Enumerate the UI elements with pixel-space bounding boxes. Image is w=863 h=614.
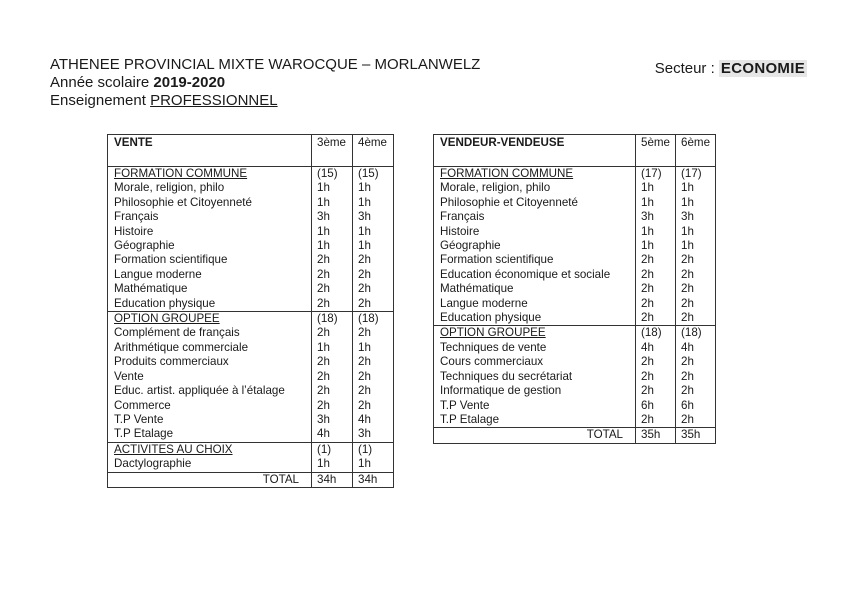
course-label: Formation scientifique [440, 253, 554, 267]
vendeur-formation-commune [434, 167, 716, 326]
course-hours: 2h [358, 326, 371, 340]
course-label: Techniques du secrétariat [440, 369, 573, 383]
course-hours: 2h [681, 253, 694, 267]
course-hours: 2h [641, 282, 654, 296]
vendeur-option-groupee [434, 326, 716, 428]
course-hours: 2h [317, 267, 330, 281]
group-heading: OPTION GROUPEE [440, 326, 546, 340]
vente-total-row [108, 472, 394, 487]
course-hours: 1h [358, 181, 371, 195]
group-hours: (1) [317, 442, 332, 456]
course-label: Commerce [114, 398, 171, 412]
course-label: Education physique [114, 296, 216, 310]
course-hours: 2h [317, 369, 330, 383]
course-hours: 2h [317, 326, 330, 340]
course-label: T.P Etalage [440, 412, 500, 426]
course-hours: 1h [681, 195, 694, 209]
vendeur-col-5eme: 5ème [636, 135, 676, 167]
total-label: TOTAL [434, 428, 636, 443]
vendeur-total-row [434, 428, 716, 443]
course-label: Philosophie et Citoyenneté [440, 195, 578, 209]
course-label: Mathématique [440, 282, 514, 296]
course-hours: 2h [317, 398, 330, 412]
group-hours: (17) [681, 167, 702, 180]
total-value: 35h [636, 428, 676, 443]
vendeur-group-hours-6eme [676, 326, 716, 428]
group-hours: (15) [317, 167, 338, 180]
course-label: Langue moderne [440, 296, 528, 310]
vente-activites-choix [108, 442, 394, 472]
course-hours: 2h [641, 267, 654, 281]
document-header [50, 56, 480, 110]
course-hours: 1h [358, 224, 371, 238]
vente-group-labels [108, 167, 312, 312]
course-label: T.P Vente [440, 398, 490, 412]
group-heading: FORMATION COMMUNE [114, 167, 248, 180]
group-heading: OPTION GROUPEE [114, 312, 220, 326]
course-hours: 2h [681, 355, 694, 369]
course-hours: 1h [358, 195, 371, 209]
vente-col-4eme: 4ème [353, 135, 394, 167]
course-hours: 2h [681, 412, 694, 426]
course-label: Français [440, 210, 485, 224]
course-label: T.P Etalage [114, 427, 174, 441]
vendeur-group-hours-5eme [636, 326, 676, 428]
course-hours: 2h [358, 253, 371, 267]
course-label: Vente [114, 369, 144, 383]
course-hours: 2h [641, 369, 654, 383]
course-label: Complément de français [114, 326, 240, 340]
course-hours: 1h [681, 239, 694, 253]
course-hours: 1h [317, 195, 330, 209]
group-hours: (1) [358, 442, 373, 456]
course-label: Histoire [114, 224, 154, 238]
course-hours: 2h [358, 282, 371, 296]
course-label: Produits commerciaux [114, 355, 229, 369]
course-hours: 2h [317, 282, 330, 296]
course-hours: 2h [317, 253, 330, 267]
course-hours: 2h [358, 398, 371, 412]
course-hours: 2h [641, 311, 654, 325]
course-hours: 2h [681, 267, 694, 281]
course-hours: 1h [358, 239, 371, 253]
course-hours: 4h [358, 412, 371, 426]
vendeur-header-row [434, 135, 716, 167]
group-heading: ACTIVITES AU CHOIX [114, 442, 233, 456]
vente-group-labels [108, 442, 312, 472]
course-label: Langue moderne [114, 267, 202, 281]
course-label: Formation scientifique [114, 253, 228, 267]
course-label: Morale, religion, philo [440, 181, 551, 195]
group-heading: FORMATION COMMUNE [440, 167, 574, 180]
course-hours: 6h [681, 398, 694, 412]
course-hours: 2h [358, 267, 371, 281]
course-hours: 2h [358, 369, 371, 383]
course-hours: 2h [641, 355, 654, 369]
vente-group-labels [108, 312, 312, 443]
course-hours: 1h [681, 181, 694, 195]
course-hours: 2h [641, 296, 654, 310]
teaching-type-label: Enseignement [50, 92, 146, 109]
course-hours: 1h [641, 239, 654, 253]
course-hours: 1h [317, 340, 330, 354]
vente-table [107, 134, 394, 488]
vente-title: VENTE [108, 135, 312, 167]
course-hours: 2h [681, 311, 694, 325]
course-label: Mathématique [114, 282, 188, 296]
course-label: Education économique et sociale [440, 267, 611, 281]
course-label: Dactylographie [114, 457, 192, 471]
vente-header-row [108, 135, 394, 167]
total-value: 34h [353, 472, 394, 487]
course-hours: 3h [358, 210, 371, 224]
vente-group-hours-4eme [353, 312, 394, 443]
course-hours: 1h [641, 195, 654, 209]
vente-group-hours-3eme [312, 312, 353, 443]
course-hours: 2h [358, 384, 371, 398]
course-hours: 3h [681, 210, 694, 224]
school-name: ATHENEE PROVINCIAL MIXTE WAROCQUE – MORLANWELZ [50, 56, 481, 73]
course-label: Français [114, 210, 159, 224]
course-label: Arithmétique commerciale [114, 340, 249, 354]
total-label: TOTAL [108, 472, 312, 487]
course-hours: 1h [317, 181, 330, 195]
sector-label: Secteur : [654, 60, 715, 77]
course-hours: 1h [317, 239, 330, 253]
total-value: 35h [676, 428, 716, 443]
course-hours: 1h [358, 340, 371, 354]
teaching-type [50, 92, 480, 110]
vente-formation-commune [108, 167, 394, 312]
course-hours: 3h [317, 412, 330, 426]
course-hours: 3h [641, 210, 654, 224]
group-hours: (18) [317, 312, 338, 326]
course-hours: 2h [358, 296, 371, 310]
group-hours: (18) [641, 326, 662, 340]
course-hours: 2h [317, 296, 330, 310]
course-hours: 1h [317, 457, 330, 471]
course-hours: 2h [317, 384, 330, 398]
group-hours: (15) [358, 167, 379, 180]
course-hours: 2h [681, 296, 694, 310]
course-hours: 2h [681, 282, 694, 296]
course-hours: 1h [641, 181, 654, 195]
course-hours: 1h [641, 224, 654, 238]
vendeur-group-hours-6eme [676, 167, 716, 326]
sector-heading [655, 60, 807, 77]
vendeur-group-labels [434, 326, 636, 428]
course-hours: 2h [358, 355, 371, 369]
course-label: T.P Vente [114, 412, 164, 426]
course-hours: 2h [641, 384, 654, 398]
course-label: Histoire [440, 224, 480, 238]
course-hours: 2h [641, 253, 654, 267]
course-hours: 6h [641, 398, 654, 412]
course-hours: 1h [358, 457, 371, 471]
group-hours: (18) [358, 312, 379, 326]
course-hours: 4h [317, 427, 330, 441]
vendeur-title: VENDEUR-VENDEUSE [434, 135, 636, 167]
vente-group-hours-3eme [312, 442, 353, 472]
vente-col-3eme: 3ème [312, 135, 353, 167]
vendeur-col-6eme: 6ème [676, 135, 716, 167]
course-label: Informatique de gestion [440, 384, 562, 398]
course-hours: 4h [641, 340, 654, 354]
course-label: Philosophie et Citoyenneté [114, 195, 252, 209]
course-hours: 1h [681, 224, 694, 238]
course-hours: 3h [317, 210, 330, 224]
vendeur-group-labels [434, 167, 636, 326]
course-hours: 1h [317, 224, 330, 238]
course-hours: 4h [681, 340, 694, 354]
course-label: Morale, religion, philo [114, 181, 225, 195]
course-hours: 2h [681, 369, 694, 383]
course-hours: 2h [681, 384, 694, 398]
vendeur-group-hours-5eme [636, 167, 676, 326]
group-hours: (18) [681, 326, 702, 340]
school-year [50, 74, 480, 92]
vente-group-hours-3eme [312, 167, 353, 312]
course-label: Géographie [114, 239, 175, 253]
school-year-value: 2019-2020 [153, 74, 226, 91]
vente-group-hours-4eme [353, 442, 394, 472]
group-hours: (17) [641, 167, 662, 180]
course-label: Géographie [440, 239, 501, 253]
vendeur-table [433, 134, 716, 444]
vente-group-hours-4eme [353, 167, 394, 312]
course-label: Education physique [440, 311, 542, 325]
course-label: Educ. artist. appliquée à l’étalage [114, 384, 285, 398]
course-hours: 2h [641, 412, 654, 426]
school-year-label: Année scolaire [50, 74, 150, 91]
course-label: Cours commerciaux [440, 355, 544, 369]
teaching-type-value: PROFESSIONNEL [150, 92, 278, 109]
course-hours: 3h [358, 427, 371, 441]
course-label: Techniques de vente [440, 340, 547, 354]
course-hours: 2h [317, 355, 330, 369]
sector-value: ECONOMIE [720, 60, 805, 77]
vente-option-groupee [108, 312, 394, 443]
total-value: 34h [312, 472, 353, 487]
